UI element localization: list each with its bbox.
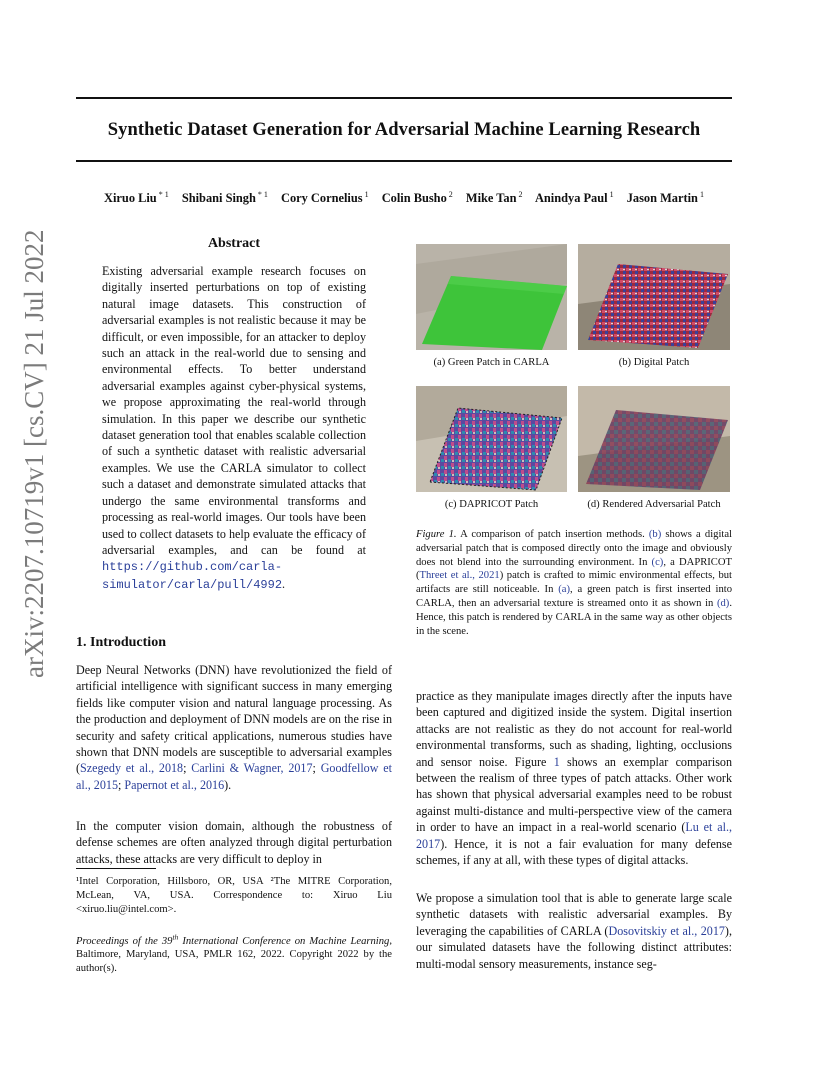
section-heading-introduction: 1. Introduction (76, 635, 166, 650)
citation-link[interactable]: Goodfellow et al., 2015 (76, 761, 392, 792)
citation-link[interactable]: Carlini & Wagner, 2017 (191, 761, 313, 776)
figure-panel-d-rendered-patch (578, 386, 730, 492)
paper-title: Synthetic Dataset Generation for Adversarial Machine Learning Research (107, 120, 701, 140)
intro-paragraph-1: Deep Neural Networks (DNN) have revolutionized the field of artificial intelligence with significant success in many emerging fields like computer vision and natural language processing. As the production and deployment of DNN models are on the rise in security and safety critical applications, numerous studies have shown that DNN models are susceptible to adversarial examples (Szegedy et al., 2018; Carlini & Wagner, 2017; Goodfellow et al., 2015; Papernot et al., 2016). (76, 663, 392, 792)
citation-link[interactable]: Threet et al., 2021 (419, 570, 500, 582)
right-paragraph-2: We propose a simulation tool that is able to generate large scale synthetic datasets with realistic adversarial examples. By leveraging the capabilities of CARLA (Dosovitskiy et al., 2017), our simulated datasets have the following distinct attributes: multi-modal sensory measurements, instance seg- (416, 891, 732, 971)
author-list (76, 190, 732, 206)
figure-panel-b-digital-patch (578, 244, 730, 350)
figure-label: Figure 1. (416, 529, 457, 540)
subfigure-ref-a[interactable]: (a) (558, 584, 571, 596)
repo-link[interactable]: https://github.com/carla-simulator/carla/pull/4992 (102, 560, 283, 592)
citation-link[interactable]: Dosovitskiy et al., 2017 (608, 923, 725, 938)
citation-link[interactable]: Lu et al., 2017 (416, 820, 732, 851)
abstract-heading: Abstract (207, 236, 261, 251)
affiliation-footnote: ¹Intel Corporation, Hillsboro, OR, USA ²The MITRE Corporation, McLean, VA, USA. Correspondence to: Xiruo Liu <xiruo.liu@intel.com>. (76, 876, 392, 915)
subfigure-ref-d[interactable]: (d) (716, 597, 730, 609)
citation-link[interactable]: Szegedy et al., 2018 (80, 761, 184, 776)
arxiv-identifier: arXiv:2207.10719v1 [cs.CV] 21 Jul 2022 (19, 229, 49, 678)
title-bottom-rule (76, 160, 732, 162)
proceedings-note: Proceedings of the 39th International Conference on Machine Learning, Baltimore, Maryland, USA, PMLR 162, 2022. Copyright 2022 by the author(s). (76, 932, 392, 975)
author-1: Xiruo Liu $^{* 1}$ (104, 190, 169, 205)
abstract-text: Existing adversarial example research focuses on digitally inserted perturbations on top of existing natural image datasets. This construction of adversarial examples is not realistic because it may be difficult, or even impossible, for an attacker to deploy such an attack in the real-world due to sensing and environmental effects. To better understand adversarial examples against cyber-physical systems, we propose approximating the real-world through simulation. In this paper we describe our synthetic dataset generation tool that enables scalable collection of such a synthetic dataset with realistic adversarial examples. We use the CARLA simulator to collect such a dataset and demonstrate simulated attacks that undergo the same environmental transforms and processing as real-world images. Our tools have been used to collect datasets to help evaluate the efficacy of adversarial examples, and can be found at https://github.com/carla-simulator/carla/pull/4992. (102, 264, 366, 592)
footnote-rule (76, 868, 156, 869)
citation-link[interactable]: Papernot et al., 2016 (124, 777, 225, 792)
right-paragraph-1: practice as they manipulate images directly after the inputs have been captured and digitized inside the system. Digital insertion attacks are not realistic as they do not account for real-world environmental transforms, such as shading, lighting, occlusions and sensor noise. Figure 1 shows an exemplar comparison between the realism of three types of patch attacks. Other work has shown that physical adversarial examples need to be robust against multi-distance and multi-perspective view of the camera in order to have an impact in a real-world scenario (Lu et al., 2017). Hence, it is not a fair evaluation for many defense schemes, if any at all, with these types of digital attacks. (416, 689, 732, 868)
figure-caption: Figure 1. A comparison of patch insertion methods. (b) shows a digital adversarial patch that is composed directly onto the image and obviously does not blend into the surrounding environment. In (c), a DAPRICOT (Threet et al., 2021) patch is crafted to mimic environmental effects, but artifacts are still noticeable. In (a), a green patch is first inserted into CARLA, then an adversarial texture is streamed onto it as shown in (d). Hence, this patch is rendered by CARLA in the same way as other objects in the scene. (416, 529, 733, 637)
author-4: Colin Busho $^2$ (381, 190, 453, 205)
figure-ref-link[interactable]: 1 (553, 754, 560, 769)
author-7: Jason Martin $^1$ (626, 190, 704, 205)
figure-panel-c-dapricot-patch (416, 386, 567, 492)
top-rule (76, 97, 732, 99)
author-3: Cory Cornelius $^1$ (281, 190, 369, 205)
subfigure-ref-b[interactable]: (b) (648, 529, 662, 540)
subfigure-ref-c[interactable]: (c) (651, 556, 664, 568)
subcaption-c: (c) DAPRICOT Patch (444, 499, 539, 510)
figure-panel-a-green-patch (416, 244, 567, 350)
subcaption-d: (d) Rendered Adversarial Patch (587, 499, 721, 510)
subcaption-a: (a) Green Patch in CARLA (433, 357, 550, 368)
subcaption-b: (b) Digital Patch (618, 357, 690, 368)
author-6: Anindya Paul $^1$ (534, 190, 614, 205)
author-2: Shibani Singh $^{* 1}$ (181, 190, 268, 205)
author-5: Mike Tan $^2$ (465, 190, 523, 205)
intro-paragraph-2: In the computer vision domain, although the robustness of defense schemes are often analyzed through digital perturbation attacks, these attacks are very difficult to deploy in (76, 819, 392, 866)
